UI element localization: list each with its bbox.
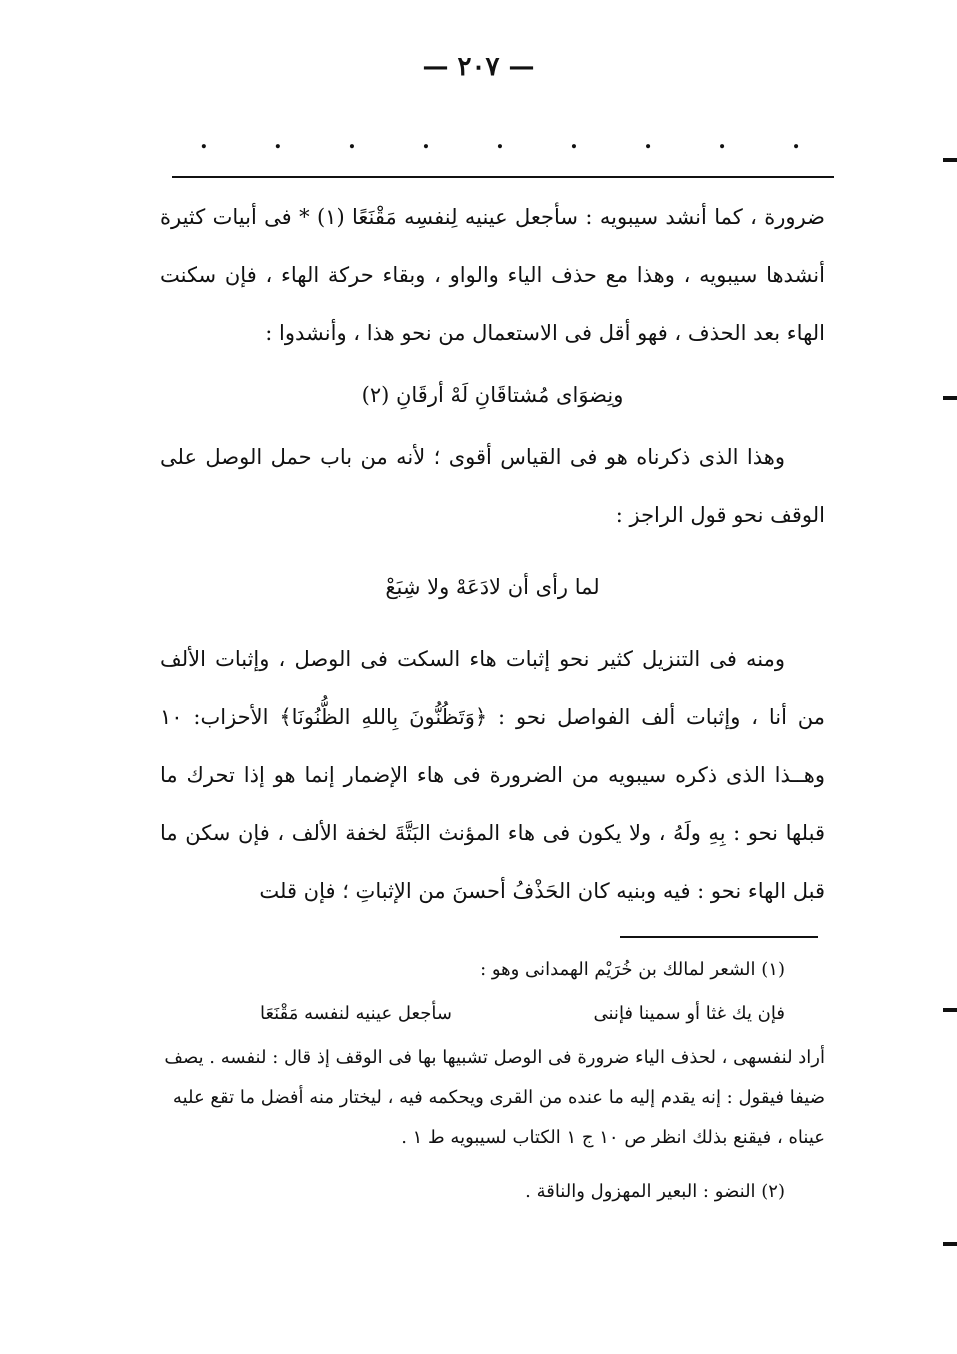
footnote-rule: [620, 936, 818, 938]
separator-dot: .: [792, 128, 800, 154]
separator-dot: .: [718, 128, 726, 154]
separator-dot: .: [496, 128, 504, 154]
footnote-1-heading: (١) الشعر لمالك بن خُرَيْم الهمدانى وهو :: [480, 959, 785, 980]
header-rule: [172, 176, 834, 178]
footnote-1-body: أراد لنفسهى ، لحذف الياء ضرورة فى الوصل تشبيها بها فى الوقف إذ قال : لنفسه . يصف ضيفا فيقول : إنه يقدم إليه ما عنده من القرى ويحكمه فيه ، ليختار منه أفضل ما تقع عليه عيناه ، فيقنع بذلك انظر ص ١٠ ج ١ الكتاب لسيبويه ط ١ .: [164, 1047, 825, 1148]
edge-mark: [943, 1242, 957, 1246]
edge-mark: [943, 158, 957, 162]
separator-dot: .: [348, 128, 356, 154]
separator-dot: .: [274, 128, 282, 154]
main-text: [160, 188, 825, 920]
paragraph-1: ضرورة ، كما أنشد سيبويه : سأجعل عينيه لِنفسِه مَقْنَعًا (١) * فى أبيات كثيرة أنشدها سيبويه ، وهذا مع حذف الياء والواو ، وبقاء حركة الهاء ، فإن سكنت الهاء بعد الحذف ، فهو أقل فى الاستعمال من نحو هذا ، وأنشدوا :: [160, 205, 825, 345]
paragraph-2: وهذا الذى ذكرناه هو فى القياس أقوى ؛ لأنه من باب حمل الوصل على الوقف نحو قول الراجز :: [160, 445, 825, 527]
edge-mark: [943, 396, 957, 400]
footnote-1-verse: [160, 994, 825, 1034]
separator-dot: .: [422, 128, 430, 154]
separator-dots: [200, 128, 800, 154]
page-number: — ٢٠٧ —: [422, 52, 535, 82]
separator-dot: .: [200, 128, 208, 154]
footnote-verse-first-hemistich: فإن يك غثا أو سمينا فإننى: [593, 1003, 785, 1024]
paragraph-3: ومنه فى التنزيل كثير نحو إثبات هاء السكت فى الوصل ، وإثبات الألف من أنا ، وإثبات ألف الفواصل نحو : ﴿وَتَظُنُّونَ بِاللهِ الظُّنُونَا﴾ الأحزاب: ١٠ وهــذا الذى ذكره سيبويه من الضرورة فى هاء الإضمار إنما هو إذا تحرك ما قبلها نحو : بِهِ ولَهُ ، ولا يكون فى هاء المؤنث البَتَّةَ لخفة الألف ، فإن سكن ما قبل الهاء نحو : فيه وبنيه كان الحَذْفُ أحسنَ من الإثباتِ ؛ فإن قلت: [160, 647, 825, 903]
separator-dot: .: [570, 128, 578, 154]
verse-2: لما رأى أن لادَعَهْ ولا شِبَعْ: [385, 575, 600, 599]
footnote-2: (٢) النضو : البعير المهزول والناقة .: [525, 1181, 785, 1202]
edge-mark: [943, 1008, 957, 1012]
verse-1: ونِضوَاى مُشتاقَانِ لَهْ أرقَانِ (٢): [361, 383, 624, 407]
footnote-verse-second-hemistich: سأجعل عينيه لنفسه مَقْنَعَا: [260, 1003, 452, 1024]
footnotes: [160, 950, 825, 1212]
separator-dot: .: [644, 128, 652, 154]
